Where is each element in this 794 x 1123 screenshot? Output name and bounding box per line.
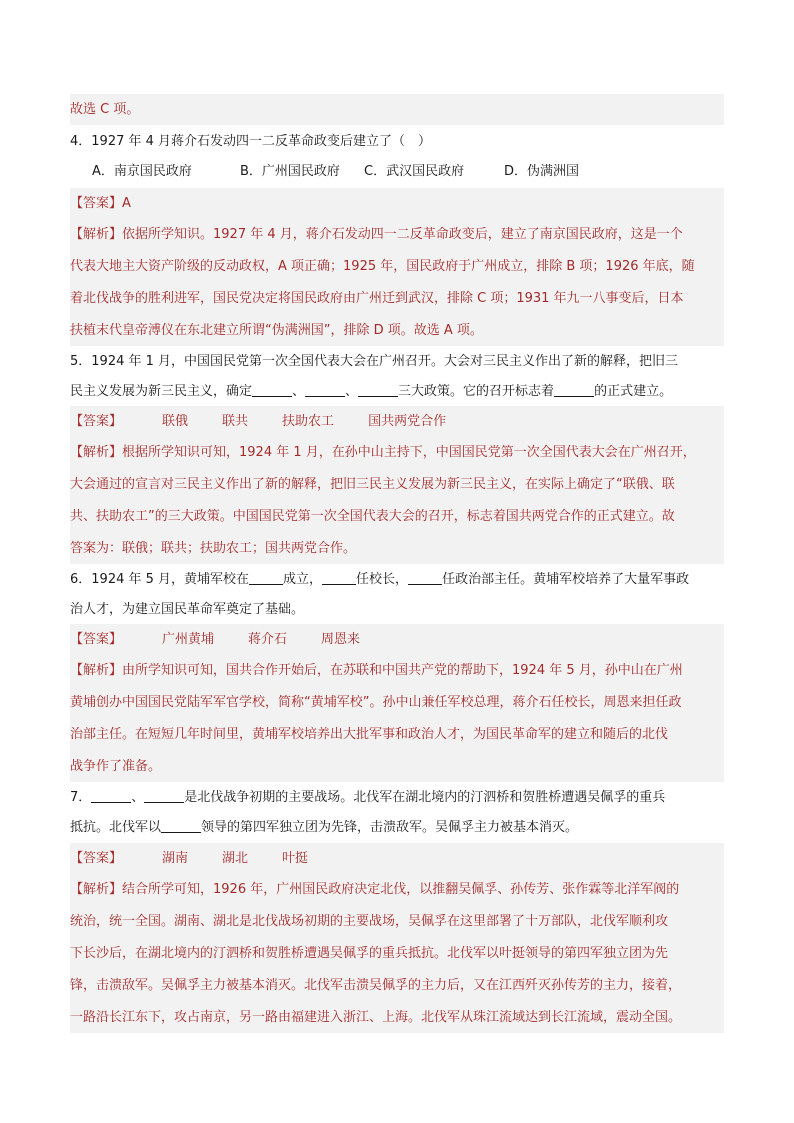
answer-tag: 【答案】 [70, 851, 123, 866]
text: 成立， [283, 572, 323, 587]
blank [322, 570, 356, 585]
explanation-4-line1 [70, 219, 724, 251]
explain-text: 根据所学知识可知，1924 年 1 月，在孙中山主持下，中国国民党第一次全国代表大会在广州召开， [122, 445, 696, 460]
text: 抵抗。北伐军以 [70, 820, 162, 835]
text: 的正式建立。 [594, 384, 673, 399]
explanation-7-line4: 锋，击溃敌军。吴佩孚主力被基本消灭。北伐军击溃吴佩孚的主力后，又在江西歼灭孙传芳的主力，接着， [70, 970, 724, 1002]
option-d: D．伪满洲国 [504, 164, 580, 179]
text: 、 [131, 790, 145, 805]
text: 、 [345, 384, 359, 399]
explanation-6-line4: 战争作了准备。 [70, 751, 724, 782]
blank [144, 788, 184, 803]
answer-tag: 【答案】 [70, 414, 123, 429]
answer-item: 扶助农工 [282, 414, 335, 429]
answer-7 [70, 843, 724, 874]
answer-item: 湖南 [162, 851, 189, 866]
explain-text: 由所学知识可知，国共合作开始后，在苏联和中国共产党的帮助下，1924 年 5 月，孙中山在广州 [122, 663, 683, 678]
answer-item: 湖北 [222, 851, 249, 866]
question-5-line1: 5．1924 年 1 月，中国国民党第一次全国代表大会在广州召开。大会对三民主义作出了新的解释，把旧三 [70, 354, 679, 369]
answer-item: 周恩来 [321, 632, 361, 647]
option-a: A．南京国民政府 [92, 164, 192, 179]
text: 民主义发展为新三民主义，确定 [70, 384, 253, 399]
answer-item: 联共 [222, 414, 249, 429]
explain-tag: 【解析】 [70, 445, 123, 460]
explanation-6-line1 [70, 655, 724, 687]
text: 6．1924 年 5 月，黄埔军校在 [70, 572, 250, 587]
explanation-6-line2: 黄埔创办中国国民党陆军军官学校，简称“黄埔军校”。孙中山兼任军校总理，蒋介石任校长，周恩来担任政 [70, 687, 724, 719]
blank [161, 818, 201, 833]
explain-tag: 【解析】 [70, 663, 123, 678]
text: 任校长， [356, 572, 409, 587]
explanation-4-line2: 代表大地主大资产阶级的反动政权，A 项正确；1925 年，国民政府于广州成立，排除 B 项；1926 年底，随 [70, 251, 724, 283]
explanation-5-line4: 答案为：联俄；联共；扶助农工；国共两党合作。 [70, 533, 724, 564]
explanation-6-line3: 治部主任。在短短几年时间里，黄埔军校培养出大批军事和政治人才，为国民革命军的建立和随后的北伐 [70, 719, 724, 751]
explanation-4-line4: 扶植末代皇帝溥仪在东北建立所谓“伪满洲国”，排除 D 项。故选 A 项。 [70, 315, 724, 346]
explanation-5-line2: 大会通过的宣言对三民主义作出了新的解释，把旧三民主义发展为新三民主义，在实际上确定了“联俄、联 [70, 469, 724, 501]
option-b: B．广州国民政府 [240, 164, 340, 179]
answer-4 [70, 188, 724, 219]
answer-tag: 【答案】 [70, 196, 123, 211]
explain-tag: 【解析】 [70, 882, 123, 897]
text: 三大政策。它的召开标志着 [398, 384, 555, 399]
blank [358, 382, 398, 397]
explanation-7-line3: 下长沙后，在湖北境内的汀泗桥和贺胜桥遭遇吴佩孚的重兵抵抗。北伐军以叶挺领导的第四军独立团为先 [70, 938, 724, 970]
answer-item: 叶挺 [282, 851, 309, 866]
question-5-line2 [70, 376, 724, 407]
explanation-7-line5: 一路沿长江东下，攻占南京，另一路由福建进入浙江、上海。北伐军从珠江流域达到长江流域，震动全国。 [70, 1002, 724, 1033]
blank [408, 570, 442, 585]
explanation-7-line1 [70, 874, 724, 906]
blank [554, 382, 594, 397]
prev-explanation-tail: 故选 C 项。 [70, 94, 724, 125]
answer-item: 国共两党合作 [368, 414, 447, 429]
explain-tag: 【解析】 [70, 227, 123, 242]
explanation-5-line1 [70, 437, 724, 469]
answer-item: 广州黄埔 [162, 632, 215, 647]
question-6-line2: 治人才，为建立国民革命军奠定了基础。 [70, 602, 305, 617]
answer-item: 蒋介石 [248, 632, 288, 647]
answer-5 [70, 406, 724, 437]
explain-text: 依据所学知识。1927 年 4 月，蒋介石发动四一二反革命政变后，建立了南京国民政府，这是一个 [122, 227, 683, 242]
blank [305, 382, 345, 397]
question-4: 4．1927 年 4 月蒋介石发动四一二反革命政变后建立了（ ） [70, 134, 432, 149]
blank [252, 382, 292, 397]
explanation-5-line3: 共、扶助农工”的三大政策。中国国民党第一次全国代表大会的召开，标志着国共两党合作的正式建立。故 [70, 501, 724, 533]
text: 7． [70, 790, 92, 805]
text: 领导的第四军独立团为先锋，击溃敌军。吴佩孚主力被基本消灭。 [201, 820, 579, 835]
blank [91, 788, 131, 803]
question-4-options [70, 156, 724, 187]
explanation-7-line2: 统治，统一全国。湖南、湖北是北伐战场初期的主要战场，吴佩孚在这里部署了十万部队，北伐军顺利攻 [70, 906, 724, 938]
answer-6 [70, 624, 724, 655]
question-7-line2 [70, 812, 724, 843]
text: 是北伐战争初期的主要战场。北伐军在湖北境内的汀泗桥和贺胜桥遭遇吴佩孚的重兵 [184, 790, 666, 805]
answer-item: 联俄 [162, 414, 189, 429]
text: 任政治部主任。黄埔军校培养了大量军事政 [442, 572, 690, 587]
answer-tag: 【答案】 [70, 632, 123, 647]
explain-text: 结合所学可知，1926 年，广州国民政府决定北伐，以推翻吴佩孚、孙传芳、张作霖等北洋军阀的 [122, 882, 680, 897]
option-c: C．武汉国民政府 [364, 164, 465, 179]
blank [249, 570, 283, 585]
explanation-4-line3: 着北伐战争的胜利进军，国民党决定将国民政府由广州迁到武汉，排除 C 项；1931 年九一八事变后，日本 [70, 283, 724, 315]
answer-value: A [122, 196, 131, 211]
text: 、 [292, 384, 306, 399]
question-7-line1 [70, 782, 724, 813]
question-6-line1 [70, 564, 724, 595]
